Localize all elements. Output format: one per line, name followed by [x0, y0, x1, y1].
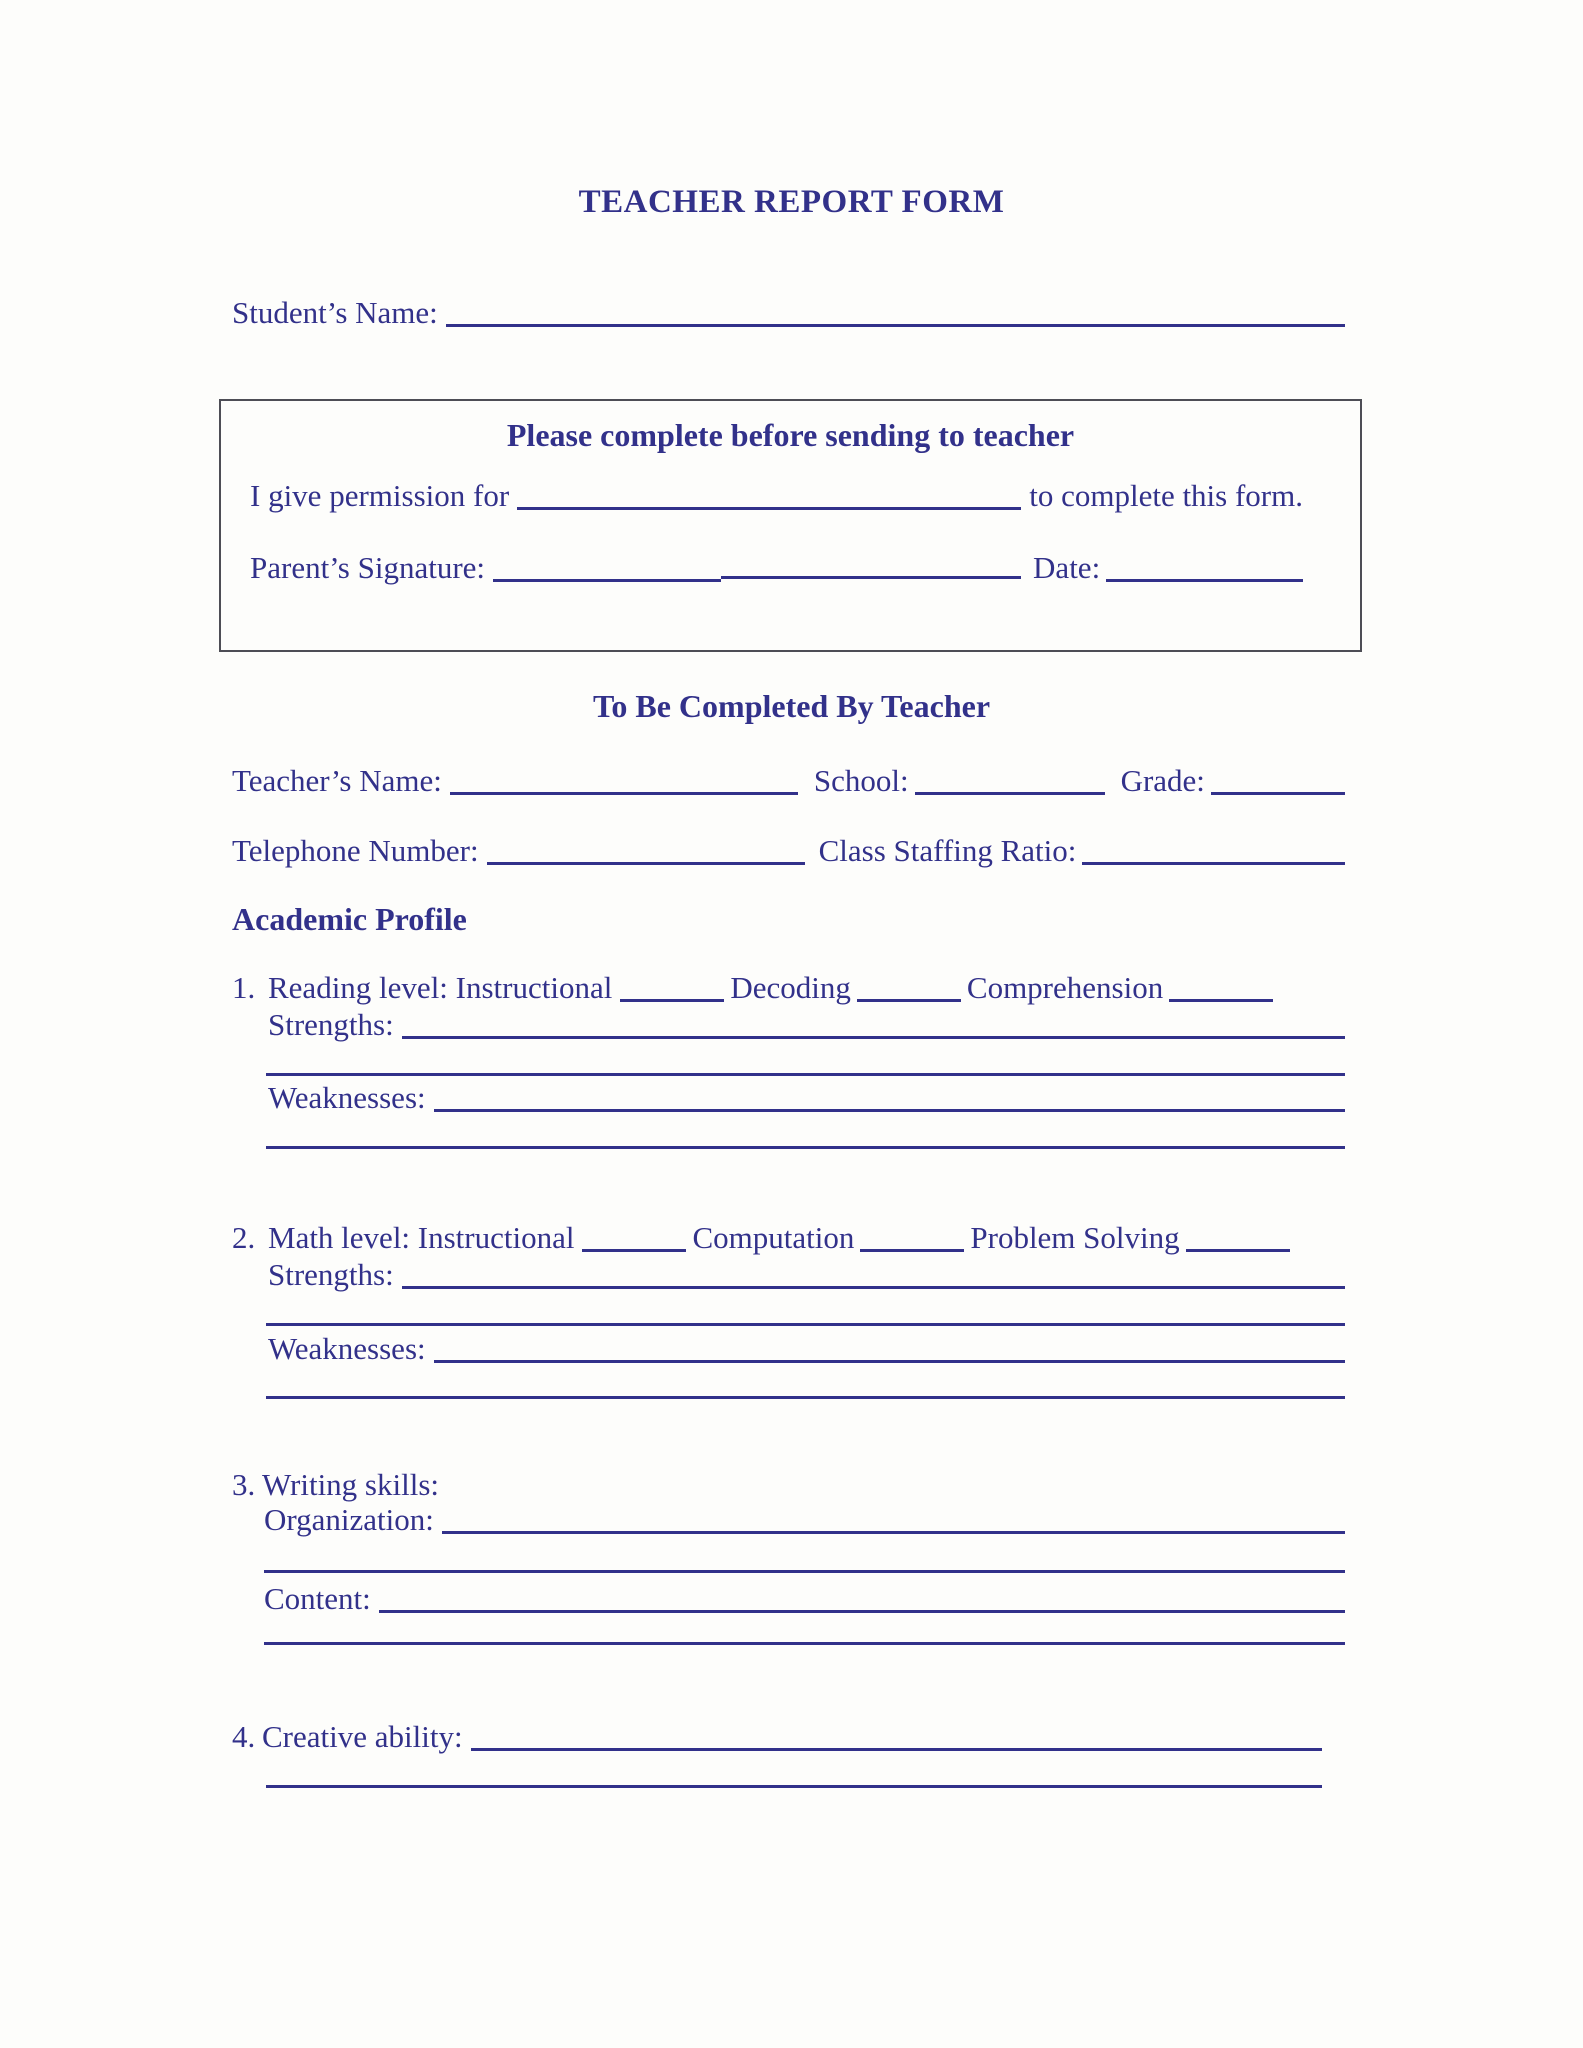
organization-row	[264, 1499, 1345, 1540]
creative-ability-row	[232, 1716, 1322, 1757]
creative-ability-blank	[471, 1720, 1322, 1751]
item-number: 1.	[232, 970, 256, 1005]
math-weaknesses-row	[268, 1328, 1345, 1369]
weaknesses-label: Weaknesses:	[268, 1080, 426, 1115]
content-continuation-line	[264, 1642, 1345, 1645]
math-level-row	[232, 1217, 1345, 1258]
writing-skills-label: Writing skills:	[262, 1467, 440, 1502]
permission-box-heading: Please complete before sending to teacher	[506, 417, 1075, 453]
page-title: TEACHER REPORT FORM	[578, 184, 1005, 220]
reading-weaknesses-continuation-line	[266, 1146, 1345, 1149]
content-row	[264, 1578, 1345, 1619]
permission-prefix-label: I give permission for	[250, 478, 510, 513]
teacher-name-blank	[450, 764, 798, 795]
staffing-ratio-blank	[1082, 834, 1345, 865]
signature-blank-2	[721, 548, 1021, 579]
teacher-section-heading: To Be Completed By Teacher	[592, 688, 991, 724]
decoding-label: Decoding	[730, 970, 851, 1005]
math-strengths-continuation-line	[266, 1323, 1345, 1326]
parent-signature-label: Parent’s Signature:	[250, 550, 486, 585]
organization-blank	[442, 1503, 1345, 1534]
reading-strengths-row	[268, 1004, 1345, 1045]
organization-label: Organization:	[264, 1502, 434, 1537]
creative-ability-label: Creative ability:	[262, 1719, 463, 1754]
staffing-ratio-label: Class Staffing Ratio:	[818, 833, 1077, 868]
content-label: Content:	[264, 1581, 371, 1616]
decoding-blank	[857, 971, 961, 1002]
content-blank	[379, 1582, 1345, 1613]
grade-label: Grade:	[1120, 763, 1205, 798]
problem-solving-label: Problem Solving	[970, 1220, 1180, 1255]
reading-level-label: Reading level: Instructional	[268, 970, 613, 1005]
academic-profile-heading: Academic Profile	[232, 901, 467, 937]
permission-box	[219, 399, 1362, 652]
teacher-name-label: Teacher’s Name:	[232, 763, 442, 798]
math-strengths-row	[268, 1254, 1345, 1295]
reading-strengths-blank	[402, 1008, 1345, 1039]
item-number: 4.	[232, 1719, 256, 1754]
permission-suffix-label: to complete this form.	[1029, 478, 1303, 513]
strengths-label: Strengths:	[268, 1007, 394, 1042]
item-number: 3.	[232, 1467, 256, 1502]
telephone-row	[232, 830, 1345, 871]
grade-blank	[1211, 764, 1345, 795]
reading-level-row	[232, 967, 1345, 1008]
creative-ability-continuation-line	[266, 1785, 1322, 1788]
permission-row	[250, 475, 1303, 516]
math-instructional-blank	[582, 1221, 686, 1252]
signature-row	[250, 547, 1303, 588]
reading-instructional-blank	[620, 971, 724, 1002]
math-level-label: Math level: Instructional	[268, 1220, 575, 1255]
teacher-name-row	[232, 760, 1345, 801]
school-blank	[915, 764, 1105, 795]
permission-name-blank	[517, 479, 1021, 510]
reading-weaknesses-row	[268, 1077, 1345, 1118]
academic-profile-heading-row	[232, 899, 467, 939]
computation-blank	[860, 1221, 964, 1252]
date-blank	[1106, 551, 1303, 582]
computation-label: Computation	[692, 1220, 855, 1255]
problem-solving-blank	[1186, 1221, 1290, 1252]
comprehension-blank	[1169, 971, 1273, 1002]
student-name-label: Student’s Name:	[232, 295, 438, 330]
math-strengths-blank	[402, 1258, 1345, 1289]
reading-strengths-continuation-line	[266, 1073, 1345, 1076]
strengths-label: Strengths:	[268, 1257, 394, 1292]
math-weaknesses-continuation-line	[266, 1396, 1345, 1399]
signature-blank-1	[493, 551, 721, 582]
student-name-blank	[446, 296, 1345, 327]
organization-continuation-line	[264, 1570, 1345, 1573]
telephone-label: Telephone Number:	[232, 833, 479, 868]
weaknesses-label: Weaknesses:	[268, 1331, 426, 1366]
math-weaknesses-blank	[434, 1332, 1345, 1363]
reading-weaknesses-blank	[434, 1081, 1345, 1112]
item-number: 2.	[232, 1220, 256, 1255]
school-label: School:	[813, 763, 909, 798]
student-name-row	[232, 292, 1345, 333]
comprehension-label: Comprehension	[966, 970, 1164, 1005]
date-label: Date:	[1033, 550, 1101, 585]
telephone-blank	[487, 834, 805, 865]
